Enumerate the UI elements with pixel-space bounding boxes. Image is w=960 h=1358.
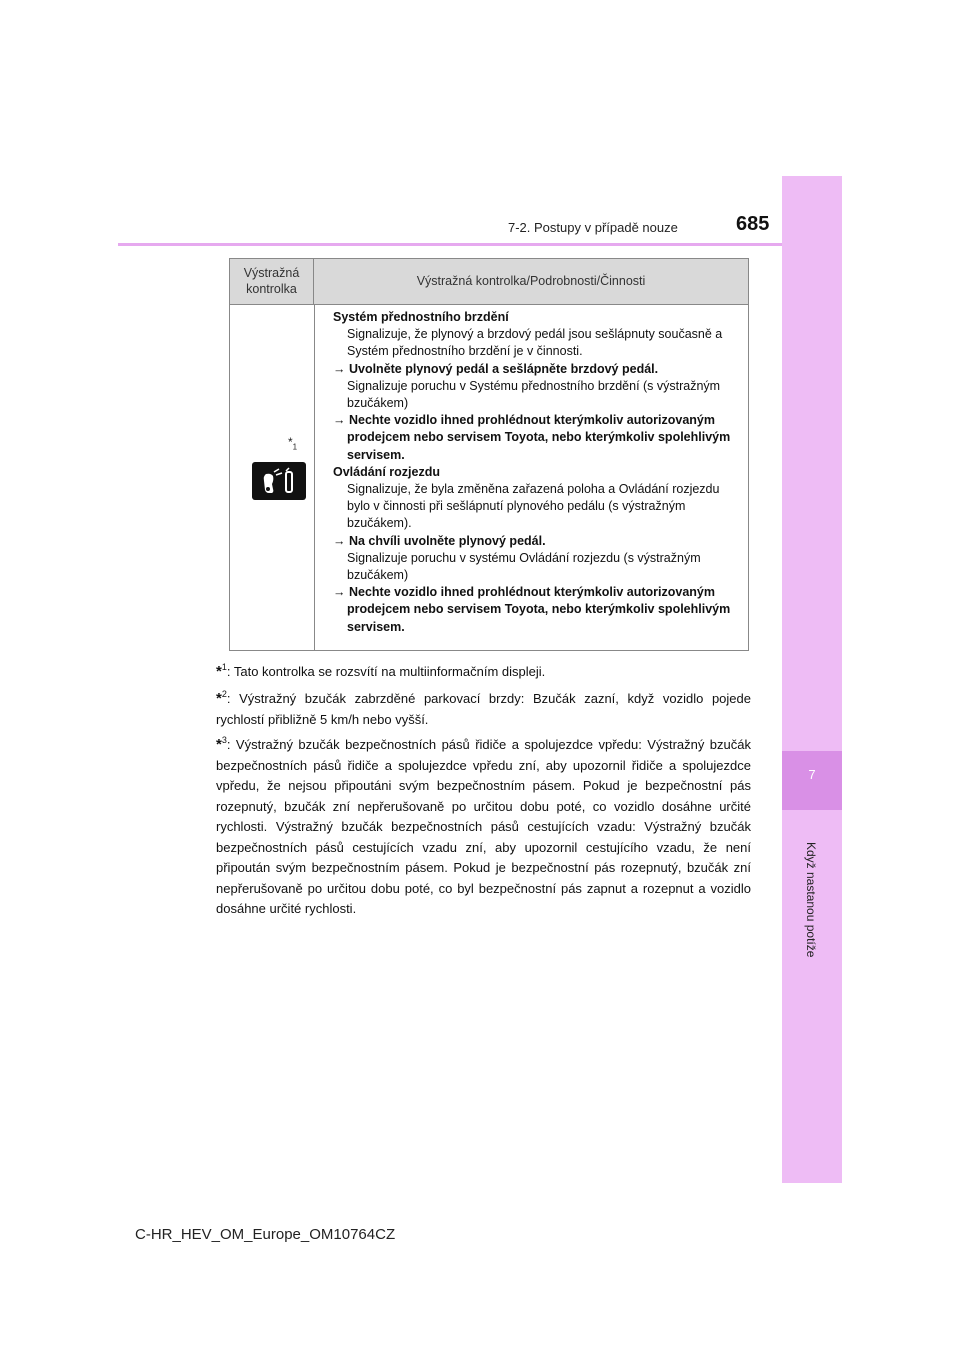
table-header-col1	[230, 259, 314, 304]
column-divider	[314, 304, 315, 650]
brake-override-warning-icon	[252, 462, 306, 500]
table-header-col1-line2: kontrolka	[246, 282, 297, 296]
page-number: 685	[736, 213, 770, 235]
footnote-2: *$^2$: Výstražný bzučák zabrzděné parkovací brzdy: Bzučák zazní, když vozidlo pojede rychlostí přibližně 5 km/h nebo vyšší.	[216, 689, 751, 727]
footnote-number: 1	[221, 662, 227, 672]
content-action: → Uvolněte plynový pedál a sešlápněte brzdový pedál.	[333, 361, 659, 376]
content-paragraph: Signalizuje poruchu v systému Ovládání rozjezdu (s výstražným bzučákem)	[347, 550, 701, 583]
content-heading: Ovládání rozjezdu	[333, 464, 440, 479]
footnote-marker-star: *	[288, 435, 293, 449]
footnote-star: *	[216, 736, 222, 753]
footnote-number: 3	[221, 735, 227, 745]
footnote-star: *	[216, 663, 222, 680]
footnote-text: Výstražný bzučák zabrzděné parkovací brzdy: Bzučák zazní, když vozidlo pojede rychlostí přibližně 5 km/h nebo vyšší.	[216, 691, 751, 727]
footnote-3: *$^3$: Výstražný bzučák bezpečnostních pásů řidiče a spolujezdce vpředu: Výstražný bzučák bezpečnostních pásů řidiče a spolujezdce vpředu zní, aby upozornil řidiče a spolujezdce vpředu, že nejsou připoutáni svým bezpečnostním pásem. Pokud je bezpečnostní pás rozepnutý, bzučák zní nepřerušovaně po určitou dobu poté, co vozidlo dosáhne určité rychlosti. Výstražný bzučák bezpečnostních pásů cestujících vzadu: Výstražný bzučák bezpečnostních pásů cestujících vzadu zní, aby upozornil cestujícího vzadu, že není připoután svým bezpečnostním pásem. Pokud je bezpečnostní pás rozepnutý, bzučák zní nepřerušovaně po určitou dobu poté, co byl bezpečnostní pás zapnut a rozepnut a vozidlo dosáhne určité rychlosti.	[216, 735, 751, 916]
content-heading: Systém přednostního brzdění	[333, 310, 509, 324]
footnote-number: 2	[221, 689, 227, 699]
footnote-text: Tato kontrolka se rozsvítí na multiinformačním displeji.	[233, 664, 546, 679]
table-header-col2: Výstražná kontrolka/Podrobnosti/Činnosti	[416, 274, 646, 288]
pedal-foot-icon	[252, 462, 306, 500]
chapter-tab-top	[782, 176, 842, 751]
chapter-label: Když nastanou potíže	[804, 842, 818, 958]
content-paragraph: Signalizuje poruchu v Systému přednostního brzdění (s výstražným bzučákem)	[347, 378, 721, 411]
content-action: → Na chvíli uvolněte plynový pedál.	[333, 533, 546, 548]
table-content-cell	[333, 309, 743, 636]
section-title: 7-2. Postupy v případě nouze	[508, 220, 678, 235]
document-code: C-HR_HEV_OM_Europe_OM10764CZ	[135, 1226, 396, 1243]
header-divider	[118, 243, 788, 246]
footnote-marker-number: 1	[292, 442, 298, 452]
footnote-star: *	[216, 690, 222, 707]
table-header-row	[230, 259, 748, 305]
warning-light-table	[229, 258, 749, 651]
content-action: → Nechte vozidlo ihned prohlédnout kterýmkoliv autorizovaným prodejcem nebo servisem Toyota, nebo kterýmkoliv spolehlivým servisem.	[333, 585, 731, 634]
chapter-tab-number[interactable]	[782, 751, 842, 810]
content-paragraph: Signalizuje, že plynový a brzdový pedál jsou sešlápnuty současně a Systém přednostního brzdění je v činnosti.	[347, 327, 723, 359]
footnote-text: Výstražný bzučák bezpečnostních pásů řidiče a spolujezdce vpředu: Výstražný bzučák bezpečnostních pásů řidiče a spolujezdce vpředu zní, aby upozornil řidiče a spolujezdce vpředu, že nejsou připoutáni svým bezpečnostním pásem. Pokud je bezpečnostní pás rozepnutý, bzučák zní nepřerušovaně po určitou dobu poté, co vozidlo dosáhne určité rychlosti. Výstražný bzučák bezpečnostních pásů cestujících vzadu: Výstražný bzučák bezpečnostních pásů cestujících vzadu zní, aby upozornil cestujícího vzadu, že není připoután svým bezpečnostním pásem. Pokud je bezpečnostní pás rozepnutý, bzučák zní nepřerušovaně po určitou dobu poté, co byl bezpečnostní pás zapnut a rozepnut a vozidlo dosáhne určité rychlosti.	[216, 737, 751, 916]
footnote-marker	[288, 435, 297, 451]
table-header-col1-line1: Výstražná	[243, 266, 300, 280]
content-action: → Nechte vozidlo ihned prohlédnout kterýmkoliv autorizovaným prodejcem nebo servisem Toyota, nebo kterýmkoliv spolehlivým servisem.	[333, 413, 731, 462]
footnote-1: *$^1$: Tato kontrolka se rozsvítí na multiinformačním displeji.	[216, 662, 546, 680]
content-paragraph: Signalizuje, že byla změněna zařazená poloha a Ovládání rozjezdu bylo v činnosti při sešlápnutí plynového pedálu (s výstražným bzučákem).	[347, 482, 720, 531]
chapter-number: 7	[808, 767, 816, 782]
